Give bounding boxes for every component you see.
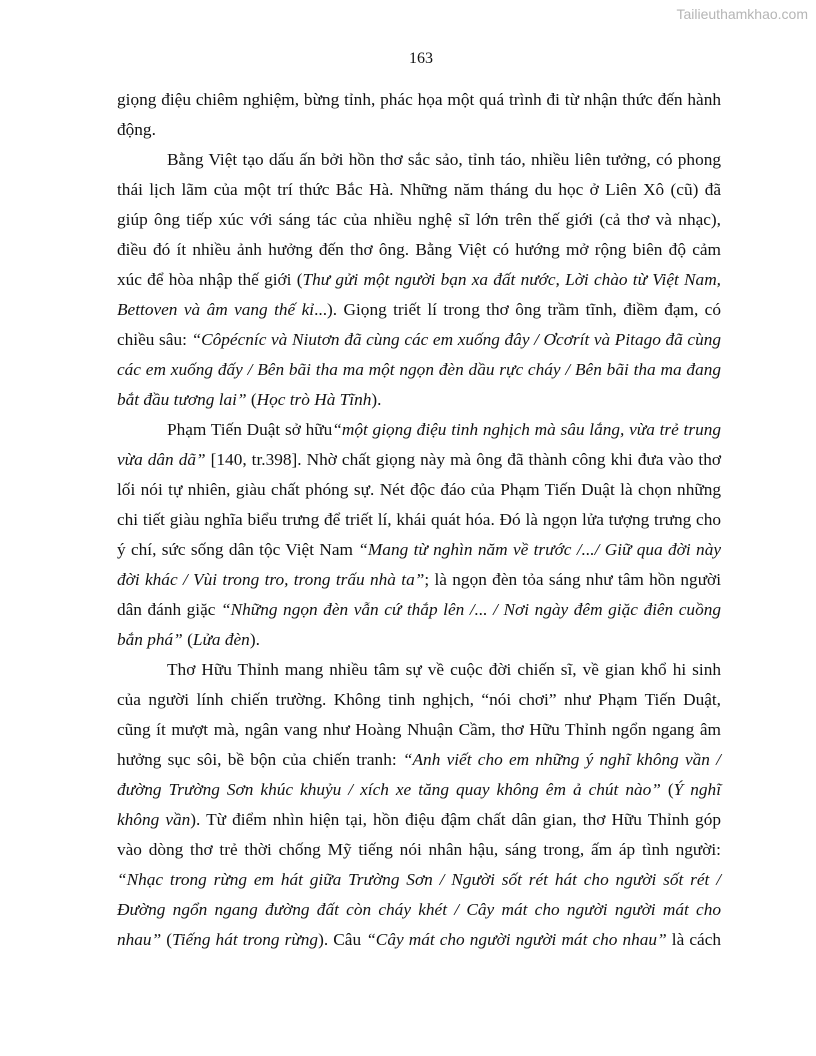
- text-segment: (: [660, 780, 674, 799]
- italic-text: Tiếng hát trong rừng: [172, 930, 319, 949]
- text-segment: chiều sâu:: [117, 330, 192, 349]
- italic-text: “Anh viết cho em những ý nghĩ không vần /: [402, 750, 721, 769]
- text-segment: ). Từ điểm nhìn hiện tại, hồn điệu đậm chất dân gian, thơ Hữu Thỉnh góp: [190, 810, 721, 829]
- text-segment: ; là ngọn đèn tỏa sáng như tâm hồn người: [424, 570, 721, 589]
- italic-text: Học trò Hà Tĩnh: [256, 390, 372, 409]
- text-segment: Bằng Việt tạo dấu ấn bởi hồn thơ sắc sảo, tỉnh táo, nhiều liên tưởng, có phong: [167, 150, 721, 169]
- text-line: [117, 745, 721, 775]
- text-segment: dân đánh giặc: [117, 600, 222, 619]
- text-line: [117, 175, 721, 205]
- italic-text: nhau”: [117, 930, 162, 949]
- text-segment: ...). Giọng triết lí trong thơ ông trầm tĩnh, điềm đạm, có: [314, 300, 721, 319]
- text-line: [117, 865, 721, 895]
- text-segment: điều đó ít nhiều ảnh hưởng đến thơ ông. Bằng Việt có hướng mở rộng biên độ cảm: [117, 240, 721, 259]
- text-line: [117, 205, 721, 235]
- paragraph: [117, 655, 721, 955]
- text-segment: (: [161, 930, 173, 949]
- text-segment: [140, tr.398]. Nhờ chất giọng này mà ông đã thành công khi đưa vào thơ: [205, 450, 721, 469]
- italic-text: “Mang từ nghìn năm về trước /.../ Giữ qua đời này: [358, 540, 721, 559]
- text-line: [117, 805, 721, 835]
- text-segment: Phạm Tiến Duật sở hữu: [167, 420, 333, 439]
- text-line: [117, 115, 721, 145]
- italic-text: không vần: [117, 810, 191, 829]
- text-segment: (: [246, 390, 257, 409]
- italic-text: đường Trường Sơn khúc khuỷu / xích xe tăng quay không êm ả chút nào”: [117, 780, 661, 799]
- text-line: [117, 475, 721, 505]
- text-segment: của người lính chiến trường. Không tinh nghịch, “nói chơi” như Phạm Tiến Duật,: [117, 690, 721, 709]
- italic-text: Đường ngổn ngang đường đất còn cháy khét / Cây mát cho người người mát cho: [117, 900, 721, 919]
- text-line: [117, 295, 721, 325]
- paragraph: [117, 415, 721, 655]
- text-segment: vào dòng thơ trẻ thời chống Mỹ tiếng nói nhân hậu, sáng trong, ấm áp tình người:: [117, 840, 721, 859]
- text-line: [117, 355, 721, 385]
- text-line: [117, 655, 721, 685]
- text-line: [117, 415, 721, 445]
- text-line: [117, 265, 721, 295]
- text-segment: thái lịch lãm của một trí thức Bắc Hà. Những năm tháng du học ở Liên Xô (cũ) đã: [117, 180, 721, 199]
- text-segment: là cách: [666, 930, 722, 949]
- text-segment: chi tiết giàu nghĩa biểu trưng để triết lí, khái quát hóa. Đó là ngọn lửa tượng trưng cho: [117, 510, 721, 529]
- italic-text: Thư gửi một người bạn xa đất nước, Lời chào từ Việt Nam,: [302, 270, 721, 289]
- italic-text: bắn phá”: [117, 630, 183, 649]
- text-segment: giúp ông tiếp xúc với sáng tác của nhiều nghệ sĩ lớn trên thế giới (cả thơ và nhạc),: [117, 210, 721, 229]
- text-line: [117, 85, 721, 115]
- text-line: [117, 385, 721, 415]
- page-number: 163: [409, 50, 433, 67]
- text-line: [117, 325, 721, 355]
- text-line: [117, 895, 721, 925]
- text-segment: lối nói tự nhiên, giàu chất phóng sự. Nét độc đáo của Phạm Tiến Duật là chọn những: [117, 480, 721, 499]
- italic-text: “Nhạc trong rừng em hát giữa Trường Sơn / Người sốt rét hát cho người sốt rét /: [117, 870, 721, 889]
- text-line: [117, 835, 721, 865]
- text-line: [117, 625, 721, 655]
- italic-text: các em xuống đấy / Bên bãi tha ma một ngọn đèn dầu rực cháy / Bên bãi tha ma đang: [117, 360, 721, 379]
- text-segment: ).: [371, 390, 382, 409]
- italic-text: Ý nghĩ: [673, 780, 721, 799]
- italic-text: Lửa đèn: [192, 630, 250, 649]
- text-segment: ý chí, sức sống dân tộc Việt Nam: [117, 540, 359, 559]
- text-line: [117, 535, 721, 565]
- italic-text: “Cây mát cho người người mát cho nhau”: [366, 930, 667, 949]
- italic-text: “Những ngọn đèn vẫn cứ thắp lên /... / Nơi ngày đêm giặc điên cuồng: [221, 600, 721, 619]
- text-line: [117, 925, 721, 955]
- text-segment: ).: [249, 630, 260, 649]
- text-segment: xúc để hòa nhập thế giới (: [117, 270, 303, 289]
- italic-text: “Côpécníc và Niutơn đã cùng các em xuống đây / Ơcơrít và Pitago đã cùng: [191, 330, 721, 349]
- text-line: [117, 715, 721, 745]
- text-line: [117, 505, 721, 535]
- italic-text: đời khác / Vùi trong tro, trong trấu nhà ta”: [117, 570, 425, 589]
- paragraph: [117, 85, 721, 145]
- text-segment: hưởng sục sôi, bề bộn của chiến tranh:: [117, 750, 403, 769]
- text-line: [117, 685, 721, 715]
- text-line: [117, 235, 721, 265]
- text-line: [117, 565, 721, 595]
- text-line: [117, 445, 721, 475]
- text-segment: (: [182, 630, 193, 649]
- paragraph: [117, 145, 721, 415]
- text-segment: cũng ít mượt mà, ngân vang như Hoàng Nhuận Cầm, thơ Hữu Thỉnh ngổn ngang âm: [117, 720, 721, 739]
- italic-text: Bettoven và âm vang thế kỉ: [117, 300, 315, 319]
- body-text: [117, 85, 721, 955]
- text-line: [117, 145, 721, 175]
- text-segment: động.: [117, 120, 156, 139]
- text-segment: ). Câu: [318, 930, 367, 949]
- text-segment: giọng điệu chiêm nghiệm, bừng tỉnh, phác họa một quá trình đi từ nhận thức đến hành: [117, 90, 721, 109]
- italic-text: “một giọng điệu tinh nghịch mà sâu lắng, vừa trẻ trung: [332, 420, 721, 439]
- watermark: Tailieuthamkhao.com: [676, 6, 808, 22]
- text-line: [117, 595, 721, 625]
- italic-text: bắt đầu tương lai”: [117, 390, 247, 409]
- italic-text: vừa dân dã”: [117, 450, 206, 469]
- text-line: [117, 775, 721, 805]
- text-segment: Thơ Hữu Thỉnh mang nhiều tâm sự về cuộc đời chiến sĩ, về gian khổ hi sinh: [167, 660, 721, 679]
